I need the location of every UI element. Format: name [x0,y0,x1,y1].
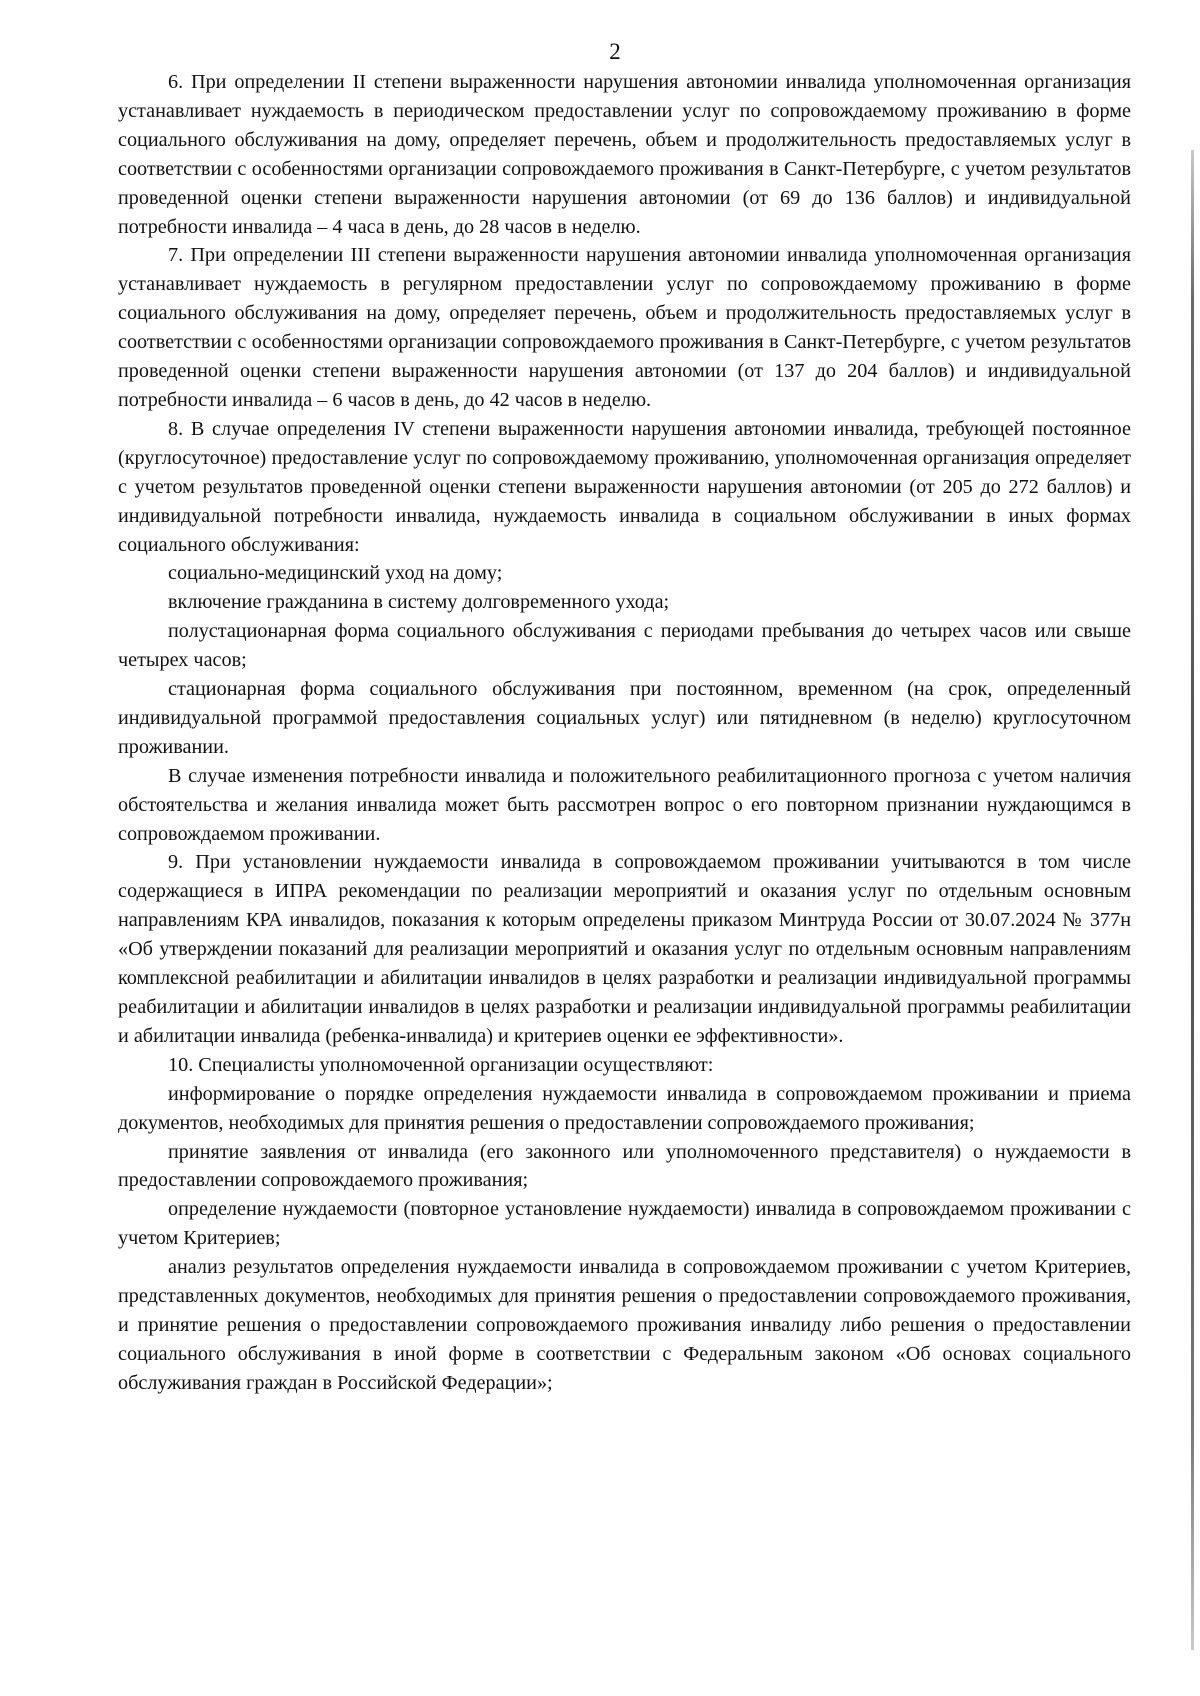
paragraph-9: 9. При установлении нуждаемости инвалида в сопровождаемом проживании учитываются в том числе содержащиеся в ИПРА рекомендации по реализации мероприятий и оказания услуг по отдельным основным направлениям КРА инвалидов, показания к которым определены приказом Минтруда России от 30.07.2024 № 377н «Об утверждении показаний для реализации мероприятий и оказания услуг по отдельным основным направлениям комплексной реабилитации и абилитации инвалидов в целях разработки и реализации индивидуальной программы реабилитации и абилитации инвалидов в целях разработки и реализации индивидуальной программы реабилитации и абилитации инвалида (ребенка-инвалида) и критериев оценки ее эффективности». [118,851,1131,1047]
paragraph-10: 10. Специалисты уполномоченной организации осуществляют: [168,1053,714,1076]
document-body [118,68,1131,1398]
scan-edge-shadow [1191,150,1194,1650]
paragraph-7: 7. При определении III степени выраженности нарушения автономии инвалида уполномоченная организация устанавливает нуждаемость в регулярном предоставлении услуг по сопровождаемому проживанию в форме социального обслуживания на дому, определяет перечень, объем и продолжительность предоставляемых услуг в соответствии с особенностями организации сопровождаемого проживания в Санкт-Петербурге, с учетом результатов проведенной оценки степени выраженности нарушения автономии (от 137 до 204 баллов) и индивидуальной потребности инвалида – 6 часов в день, до 42 часов в неделю. [118,244,1131,411]
list-item-stationary: стационарная форма социального обслуживания при постоянном, временном (на срок, определенный индивидуальной программой предоставления социальных услуг) или пятидневном (в неделю) круглосуточном проживании. [118,678,1131,758]
list-item-determination: определение нуждаемости (повторное установление нуждаемости) инвалида в сопровождаемом проживании с учетом Критериев; [118,1198,1131,1250]
paragraph-reassessment: В случае изменения потребности инвалида и положительного реабилитационного прогноза с учетом наличия обстоятельства и желания инвалида может быть рассмотрен вопрос о его повторном признании нуждающимся в сопровождаемом проживании. [118,764,1131,845]
page-number: 2 [609,39,621,64]
paragraph-6: 6. При определении II степени выраженности нарушения автономии инвалида уполномоченная организация устанавливает нуждаемость в периодическом предоставлении услуг по сопровождаемому проживанию в форме социального обслуживания на дому, определяет перечень, объем и продолжительность предоставляемых услуг в соответствии с особенностями организации сопровождаемого проживания в Санкт-Петербурге, с учетом результатов проведенной оценки степени выраженности нарушения автономии (от 69 до 136 баллов) и индивидуальной потребности инвалида – 4 часа в день, до 28 часов в неделю. [118,71,1131,238]
list-item-analysis: анализ результатов определения нуждаемости инвалида в сопровождаемом проживании с учетом Критериев, представленных документов, необходимых для принятия решения о предоставлении сопровождаемого проживания, и принятие решения о предоставлении сопровождаемого проживания инвалиду либо решения о предоставлении социального обслуживания в иной форме в соответствии с Федеральным законом «Об основах социального обслуживания граждан в Российской Федерации»; [118,1256,1131,1394]
list-item-informing: информирование о порядке определения нуждаемости инвалида в сопровождаемом проживании и приема документов, необходимых для принятия решения о предоставлении сопровождаемого проживания; [118,1082,1131,1134]
list-item-semi-stationary: полустационарная форма социального обслуживания с периодами пребывания до четырех часов или свыше четырех часов; [118,620,1131,672]
list-item-long-term-care: включение гражданина в систему долговременного ухода; [168,591,670,614]
list-item-home-care: социально-медицинский уход на дому; [168,562,503,585]
list-item-application: принятие заявления от инвалида (его законного или уполномоченного представителя) о нуждаемости в предоставлении сопровождаемого проживания; [118,1140,1131,1192]
paragraph-8: 8. В случае определения IV степени выраженности нарушения автономии инвалида, требующей постоянное (круглосуточное) предоставление услуг по сопровождаемому проживанию, уполномоченная организация определяет с учетом результатов проведенной оценки степени выраженности нарушения автономии (от 205 до 272 баллов) и индивидуальной потребности инвалида, нуждаемость инвалида в социальном обслуживании в иных формах социального обслуживания: [118,417,1131,556]
